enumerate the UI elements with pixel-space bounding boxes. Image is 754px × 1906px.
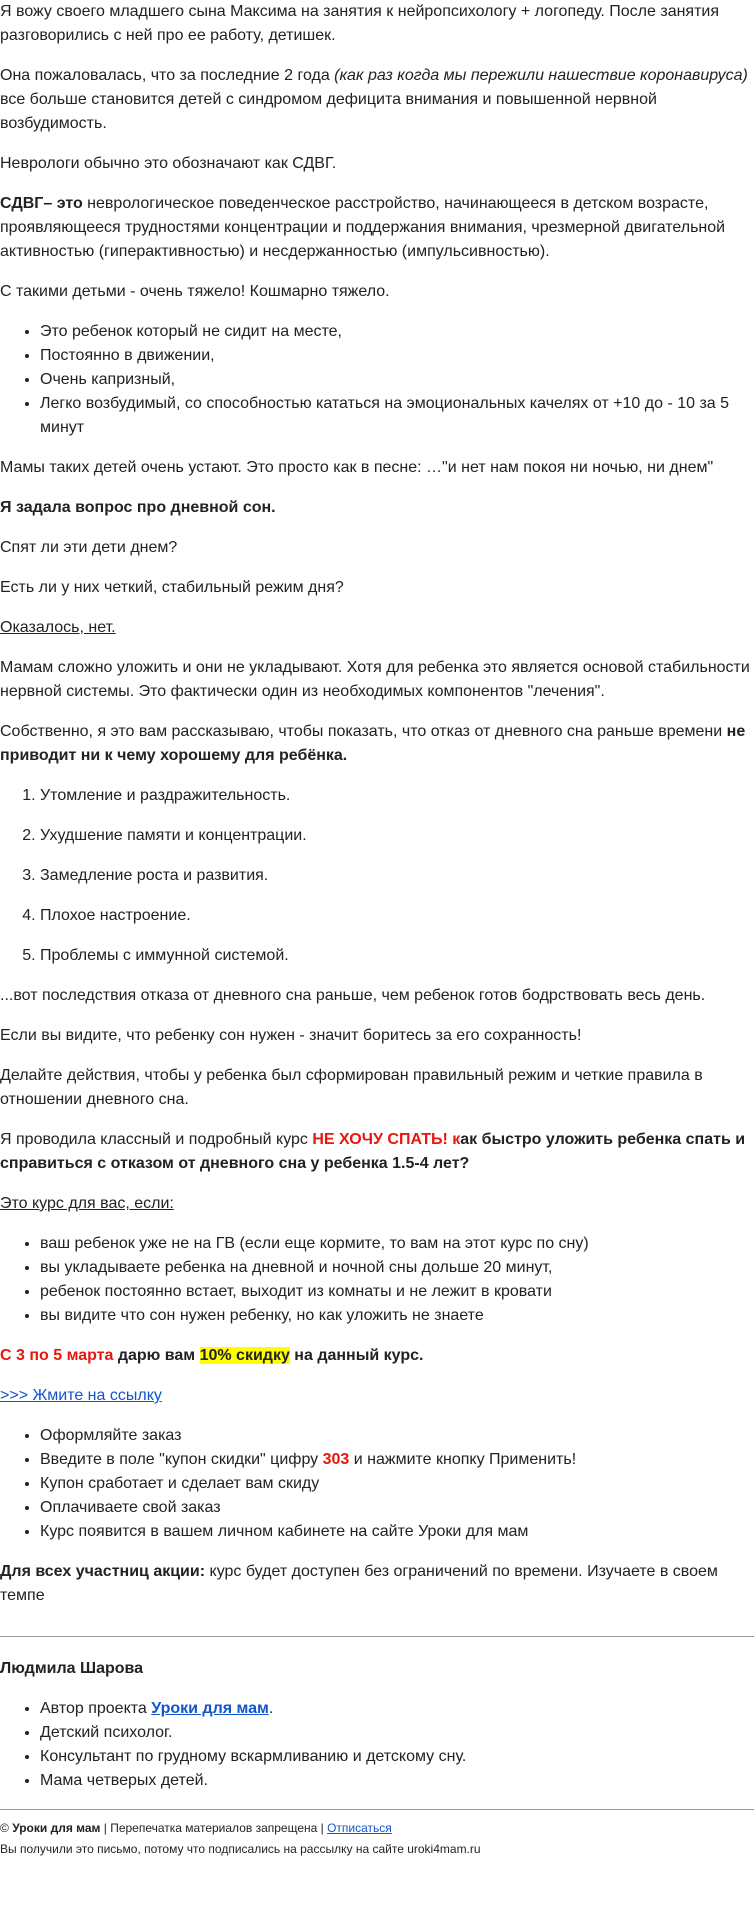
footer-divider [0, 1809, 754, 1810]
project-link[interactable]: Уроки для мам [151, 1700, 269, 1717]
answer-paragraph: Оказалось, нет. [0, 619, 116, 636]
moms-hard-paragraph: Мамам сложно уложить и они не укладывают. Хотя для ребенка это является основой стабильности нервной системы. Это фактически один из необходимых компонентов "лечения". [0, 659, 750, 700]
intro-paragraph: Я вожу своего младшего сына Максима на занятия к нейропсихологу + логопеду. После занятия разговорились с ней про ее работу, детишек. [0, 3, 720, 44]
course-criteria-list [0, 1232, 754, 1328]
copyright-symbol: © [0, 1821, 13, 1835]
complaint-text-a: Она пожаловалась, что за последние 2 года [0, 67, 335, 84]
question-2: Есть ли у них четкий, стабильный режим дня? [0, 579, 344, 596]
definition-text: неврологическое поведенческое расстройство, начинающееся в детском возрасте, проявляющееся трудностями концентрации и поддержания внимания, чрезмерной двигательной активностью (гиперактивностью) и несдержанностью (импульсивностью). [0, 195, 726, 260]
list-item: • вы укладываете ребенка на дневной и ночной сны дольше 20 минут, [40, 1256, 754, 1280]
list-item: • Консультант по грудному вскармливанию и детскому сну. [40, 1745, 754, 1769]
discount-text-a: дарю вам [113, 1347, 200, 1364]
list-item: 5. Проблемы с иммунной системой. [40, 944, 754, 968]
email-footer [0, 1818, 754, 1860]
order-steps-list [0, 1424, 754, 1544]
course-title-red: НЕ ХОЧУ СПАТЬ! к [312, 1131, 461, 1148]
purpose-bold: не приводит ни к чему хорошему для ребёнка. [0, 723, 746, 764]
unsubscribe-link[interactable]: Отписаться [327, 1821, 392, 1835]
list-item: • Купон сработает и сделает вам скиду [40, 1472, 754, 1496]
list-item: • ваш ребенок уже не на ГВ (если еще кормите, то вам на этот курс по сну) [40, 1232, 754, 1256]
coupon-text-b: и нажмите кнопку Применить! [349, 1451, 577, 1468]
complaint-italic: (как раз когда мы пережили нашествие коронавируса) [334, 67, 748, 84]
course-for-you-heading: Это курс для вас, если: [0, 1195, 174, 1212]
cta-link[interactable]: >>> Жмите на ссылку [0, 1387, 162, 1404]
neurologists-paragraph: Неврологи обычно это обозначают как СДВГ. [0, 155, 337, 172]
list-item: • Это ребенок который не сидит на месте, [40, 320, 754, 344]
author-period: . [268, 1700, 274, 1717]
list-item [40, 1697, 754, 1721]
list-item: • Легко возбудимый, со способностью кататься на эмоциональных качелях от +10 до - 10 за 5 минут [40, 392, 754, 440]
list-item: 1. Утомление и раздражительность. [40, 784, 754, 808]
signature-name: Людмила Шарова [0, 1660, 144, 1677]
list-item: • Оплачиваете свой заказ [40, 1496, 754, 1520]
participants-label: Для всех участниц акции: [0, 1563, 206, 1580]
hard-paragraph: С такими детьми - очень тяжело! Кошмарно тяжело. [0, 283, 390, 300]
discount-dates: С 3 по 5 марта [0, 1347, 114, 1364]
consequences-summary: ...вот последствия отказа от дневного сна раньше, чем ребенок готов бодрствовать весь день. [0, 987, 706, 1004]
consequences-list [0, 784, 754, 968]
question-heading: Я задала вопрос про дневной сон. [0, 499, 276, 516]
list-item [40, 1448, 754, 1472]
question-1: Спят ли эти дети днем? [0, 539, 178, 556]
symptoms-list [0, 320, 754, 440]
footer-note: Вы получили это письмо, потому что подписались на рассылку на сайте uroki4mam.ru [0, 1842, 481, 1856]
participants-text: курс будет доступен без ограничений по времени. Изучаете в своем темпе [0, 1563, 718, 1604]
participants-paragraph [0, 1560, 754, 1608]
cta-paragraph [0, 1384, 754, 1408]
course-paragraph [0, 1128, 754, 1176]
discount-highlight: 10% скидку [199, 1347, 290, 1364]
discount-text-b: на данный курс. [289, 1347, 424, 1364]
complaint-paragraph [0, 64, 754, 136]
definition-term: СДВГ– это [0, 195, 83, 212]
coupon-text-a: Введите в поле "купон скидки" цифру [40, 1451, 323, 1468]
action-paragraph: Делайте действия, чтобы у ребенка был сформирован правильный режим и четкие правила в отношении дневного сна. [0, 1067, 703, 1108]
footer-line [0, 1818, 754, 1839]
list-item: 4. Плохое настроение. [40, 904, 754, 928]
footer-brand: Уроки для мам [12, 1821, 101, 1835]
list-item: • Оформляйте заказ [40, 1424, 754, 1448]
list-item: • Очень капризный, [40, 368, 754, 392]
list-item: • ребенок постоянно встает, выходит из комнаты и не лежит в кровати [40, 1280, 754, 1304]
list-item: • Курс появится в вашем личном кабинете на сайте Уроки для мам [40, 1520, 754, 1544]
purpose-paragraph [0, 720, 754, 768]
moms-tired-paragraph: Мамы таких детей очень устают. Это просто как в песне: …"и нет нам покоя ни ночью, ни днем" [0, 459, 714, 476]
list-item: 3. Замедление роста и развития. [40, 864, 754, 888]
purpose-text: Собственно, я это вам рассказываю, чтобы показать, что отказ от дневного сна раньше времени [0, 723, 727, 740]
coupon-code: 303 [322, 1451, 350, 1468]
list-item: • Детский психолог. [40, 1721, 754, 1745]
complaint-text-b: все больше становится детей с синдромом дефицита внимания и повышенной нервной возбудимость. [0, 91, 657, 132]
list-item: 2. Ухудшение памяти и концентрации. [40, 824, 754, 848]
author-text: Автор проекта [40, 1700, 152, 1717]
footer-text: | Перепечатка материалов запрещена | [100, 1821, 328, 1835]
course-title-bold: ак быстро уложить ребенка спать и справиться с отказом от дневного сна у ребенка 1.5-4 лет? [0, 1131, 746, 1172]
signature-list [0, 1697, 754, 1793]
fight-paragraph: Если вы видите, что ребенку сон нужен - значит боритесь за его сохранность! [0, 1027, 582, 1044]
discount-paragraph [0, 1344, 754, 1368]
course-text: Я проводила классный и подробный курс [0, 1131, 313, 1148]
list-item: • вы видите что сон нужен ребенку, но как уложить не знаете [40, 1304, 754, 1328]
definition-paragraph [0, 192, 754, 264]
list-item: • Постоянно в движении, [40, 344, 754, 368]
list-item: • Мама четверых детей. [40, 1769, 754, 1793]
signature-divider [0, 1636, 754, 1637]
